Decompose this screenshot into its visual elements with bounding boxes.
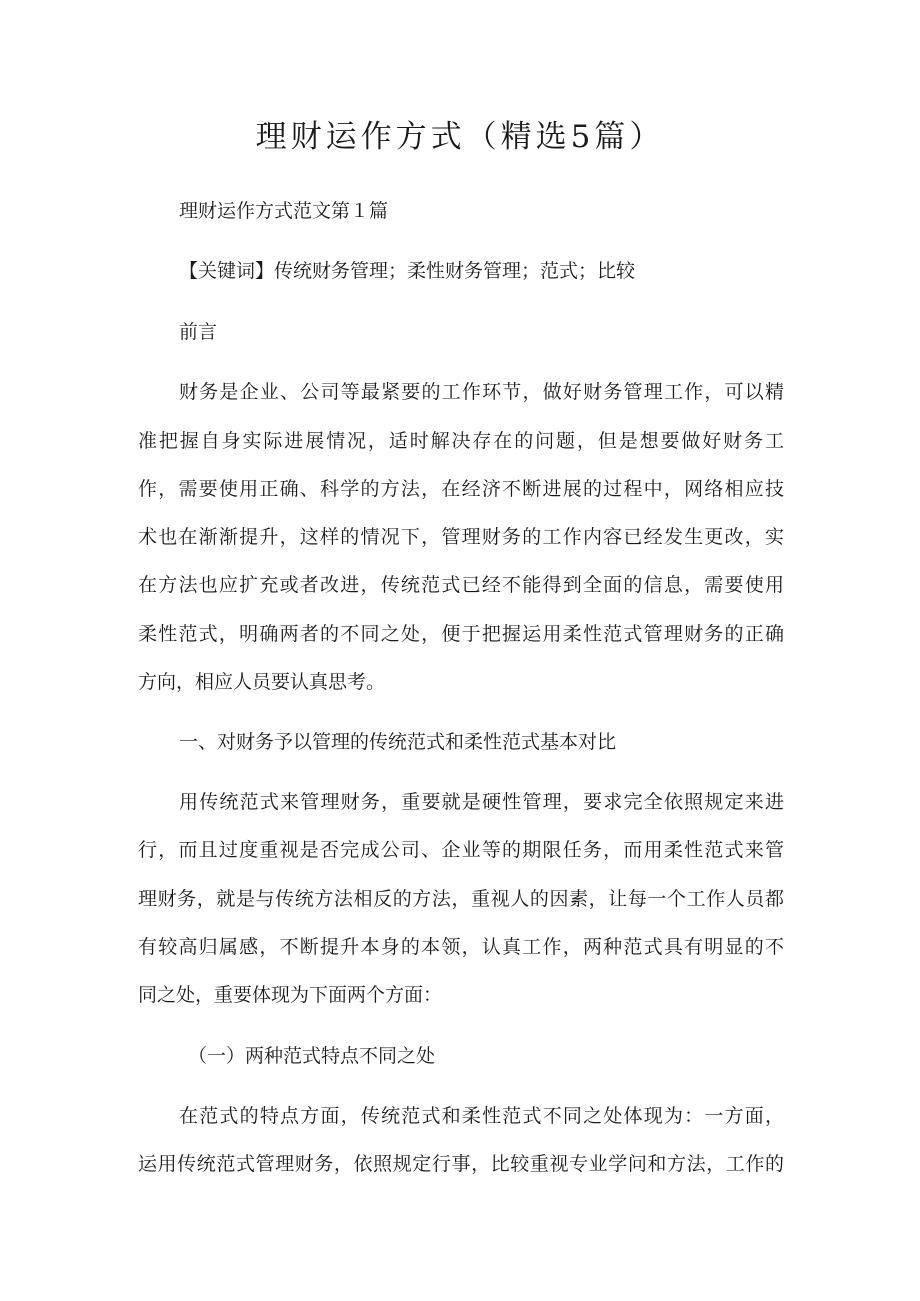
paragraph2-line: 有较高归属感，不断提升本身的本领，认真工作，两种范式具有明显的不 xyxy=(138,936,784,958)
paragraph2-line: 用传统范式来管理财务，重要就是硬性管理，要求完全依照规定来进 xyxy=(179,791,784,813)
paragraph3-line: 运用传统范式管理财务，依照规定行事，比较重视专业学问和方法，工作的 xyxy=(138,1153,784,1175)
paragraph1-line: 在方法也应扩充或者改进，传统范式已经不能得到全面的信息，需要使用 xyxy=(138,574,784,596)
paragraph1-line: 术也在渐渐提升，这样的情况下，管理财务的工作内容已经发生更改，实 xyxy=(138,526,784,548)
paragraph1-line: 准把握自身实际进展情况，适时解决存在的问题，但是想要做好财务工 xyxy=(138,430,784,452)
paragraph3-line: 在范式的特点方面，传统范式和柔性范式不同之处体现为：一方面， xyxy=(179,1105,784,1127)
paragraph1-line: 方向，相应人员要认真思考。 xyxy=(138,671,386,693)
section1-heading: 一、对财务予以管理的传统范式和柔性范式基本对比 xyxy=(179,731,617,753)
subtitle: 理财运作方式范文第１篇 xyxy=(179,200,389,222)
keywords-line: 【关键词】传统财务管理；柔性财务管理；范式；比较 xyxy=(179,260,636,282)
paragraph2-line: 理财务，就是与传统方法相反的方法，重视人的因素，让每一个工作人员都 xyxy=(138,888,784,910)
paragraph1-line: 财务是企业、公司等最紧要的工作环节，做好财务管理工作，可以精 xyxy=(179,381,784,403)
document-title: 理财运作方式（精选5篇） xyxy=(255,119,665,155)
paragraph1-line: 柔性范式，明确两者的不同之处，便于把握运用柔性范式管理财务的正确 xyxy=(138,623,784,645)
subsection1-heading: （一）两种范式特点不同之处 xyxy=(188,1045,436,1067)
preface-heading: 前言 xyxy=(179,321,218,343)
paragraph1-line: 作，需要使用正确、科学的方法，在经济不断进展的过程中，网络相应技 xyxy=(138,478,784,500)
paragraph2-line: 同之处，重要体现为下面两个方面： xyxy=(138,984,443,1006)
paragraph2-line: 行，而且过度重视是否完成公司、企业等的期限任务，而用柔性范式来管 xyxy=(138,839,784,861)
